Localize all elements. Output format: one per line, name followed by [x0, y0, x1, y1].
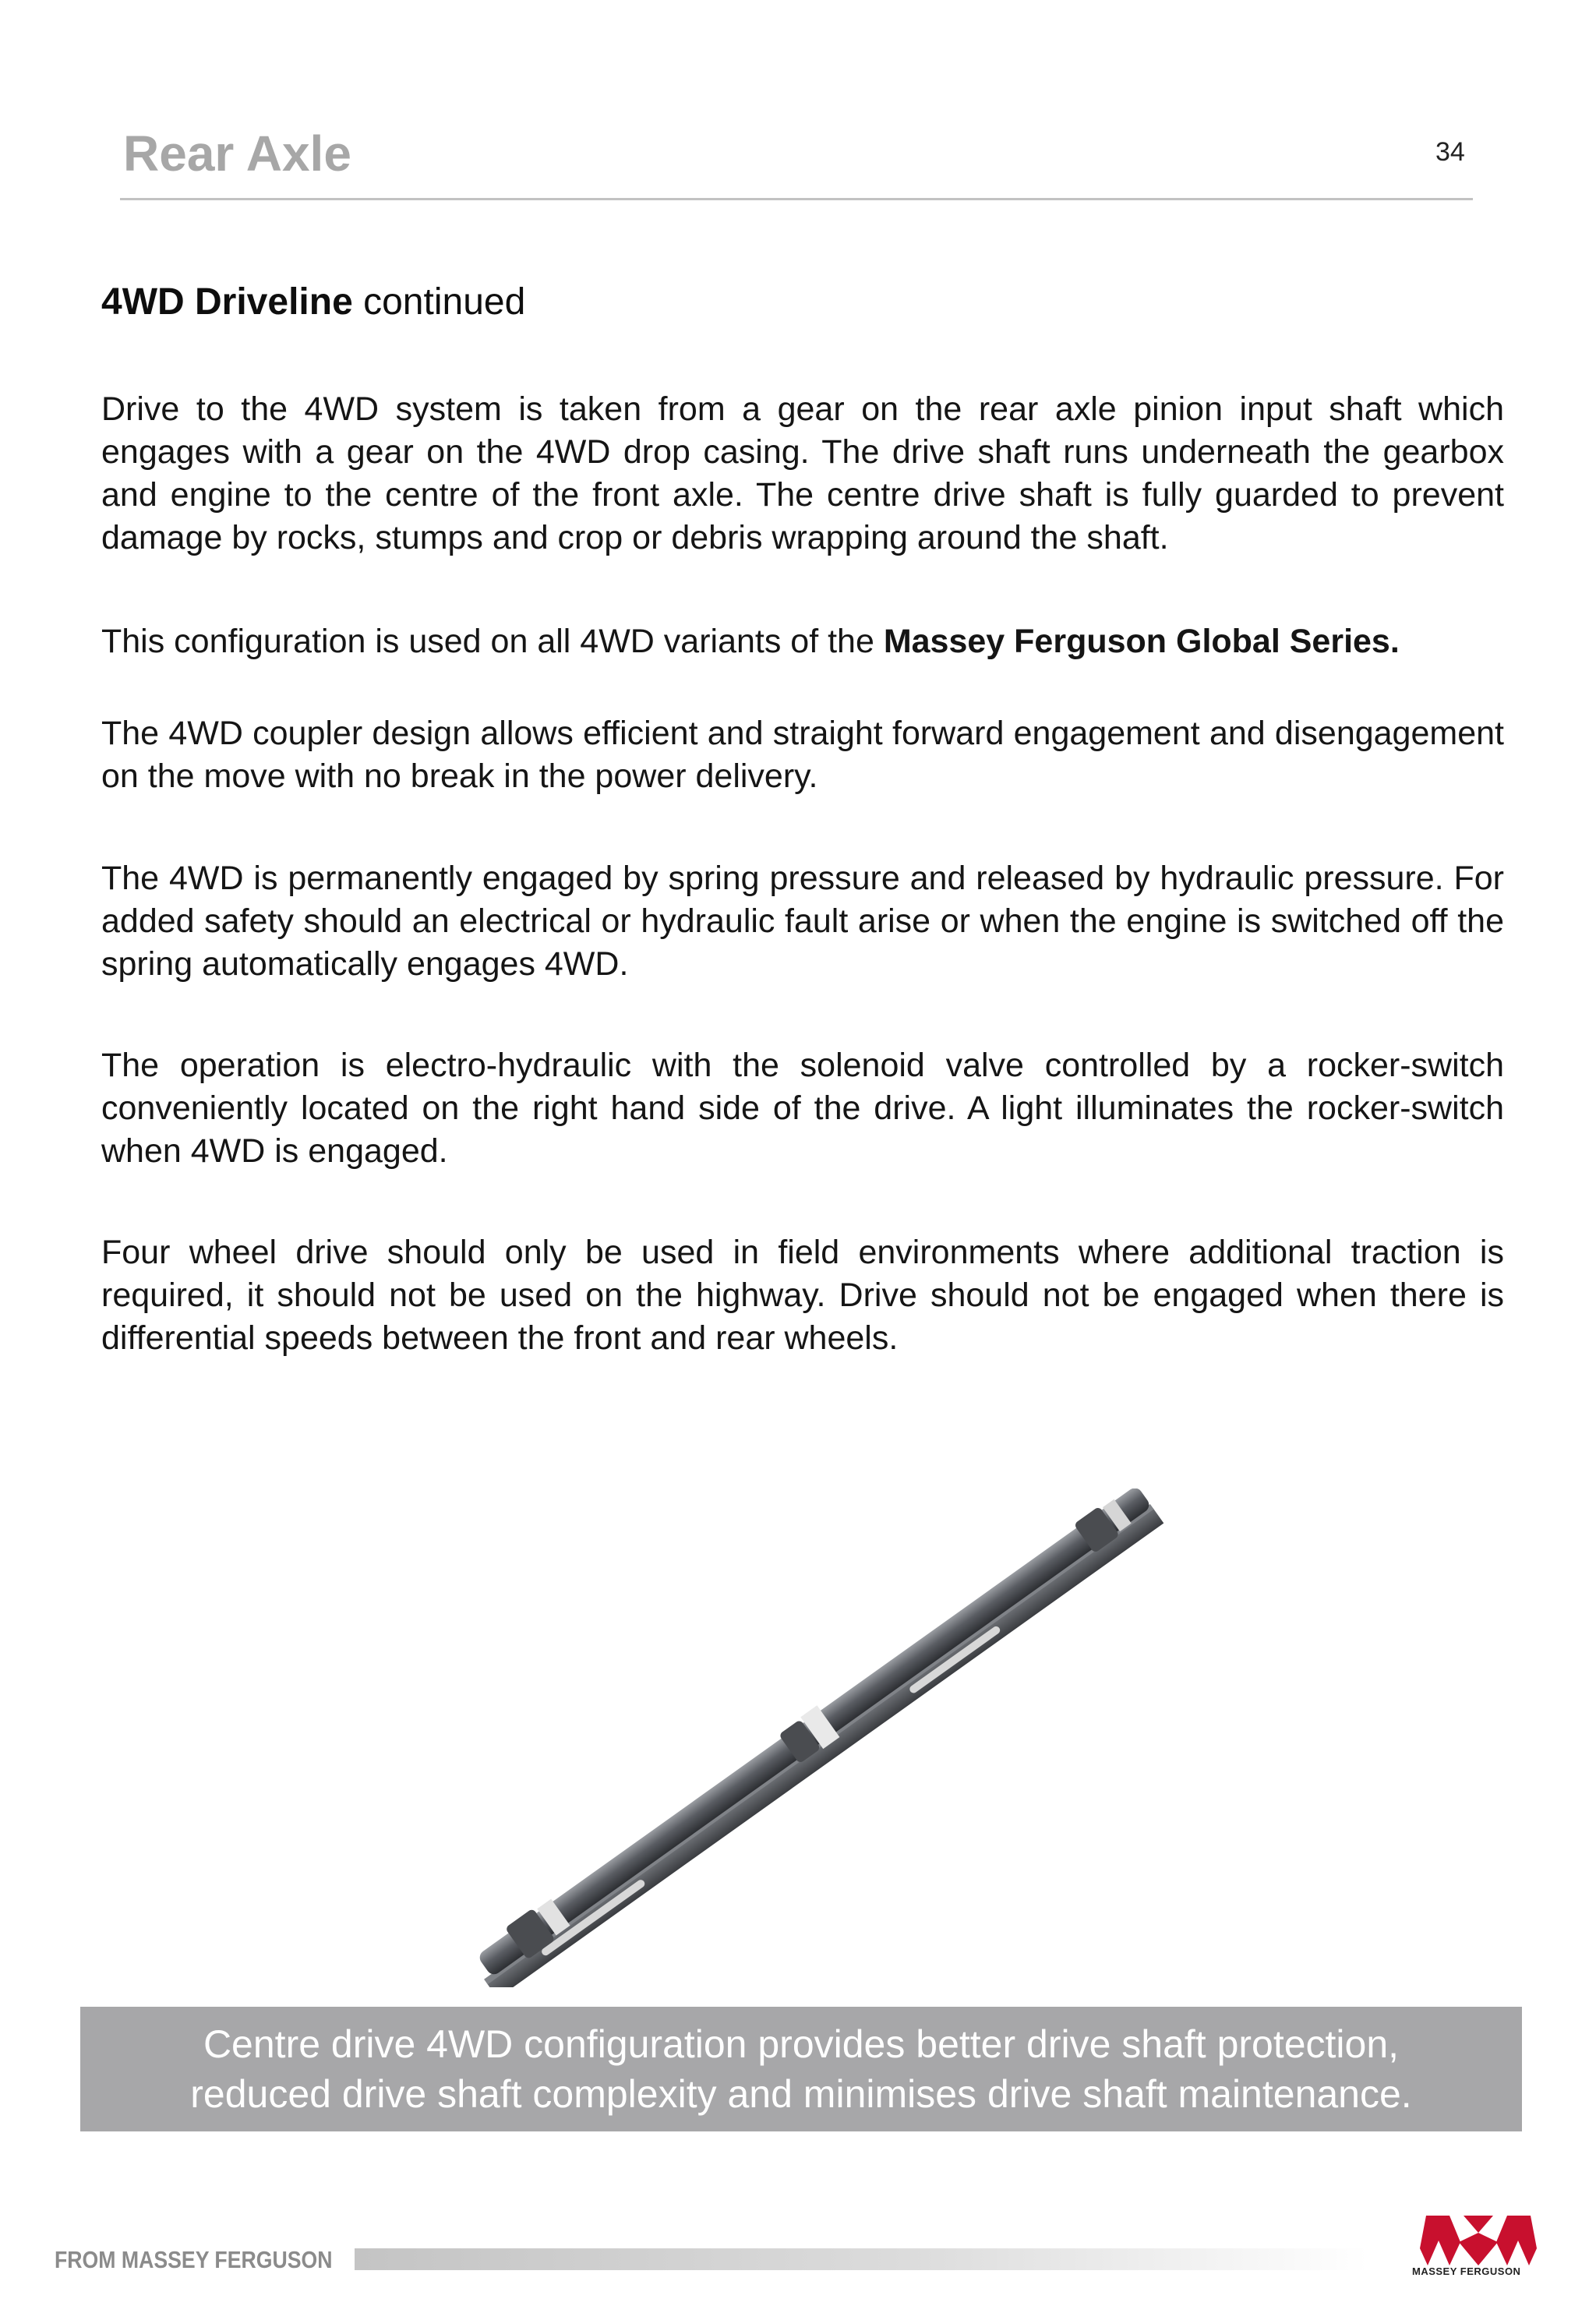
- footer-text: FROM MASSEY FERGUSON: [55, 2246, 333, 2273]
- paragraph-engagement: The 4WD is permanently engaged by spring pressure and released by hydraulic pressure. For added safety should an electrical or hydraulic fault arise or when the engine is switched off the spring automatically engages 4WD.: [101, 860, 1504, 983]
- shaft-guard: [487, 1508, 1164, 1987]
- paragraph-configuration-bold: Massey Ferguson Global Series.: [883, 623, 1400, 660]
- massey-ferguson-logo-icon: [1420, 2209, 1537, 2272]
- paragraph-configuration-text: This configuration is used on all 4WD variants of the: [101, 623, 884, 660]
- paragraph-coupler: The 4WD coupler design allows efficient and straight forward engagement and disengagement on the move with no break in the power delivery.: [101, 715, 1504, 795]
- paragraph-configuration: [101, 620, 1504, 663]
- page-title: Rear Axle: [123, 125, 351, 182]
- section-heading: [101, 281, 525, 323]
- logo-wordmark: MASSEY FERGUSON: [1412, 2265, 1521, 2277]
- paragraph-drive-system: Drive to the 4WD system is taken from a gear on the rear axle pinion input shaft which engages with a gear on the 4WD drop casing. The drive shaft runs underneath the gearbox and engine to the centre of the front axle. The centre drive shaft is fully guarded to prevent damage by rocks, stumps and crop or debris wrapping around the shaft.: [101, 390, 1504, 556]
- footer-gradient-bar: [355, 2248, 1368, 2270]
- section-heading-suffix: continued: [352, 281, 526, 323]
- section-heading-bold: 4WD Driveline: [101, 281, 353, 323]
- paragraph-operation: The operation is electro-hydraulic with the solenoid valve controlled by a rocker-switch conveniently located on the right hand side of the drive. A light illuminates the rocker-switch when 4WD is engaged.: [101, 1047, 1504, 1170]
- title-divider: [120, 198, 1473, 200]
- caption-line-1: Centre drive 4WD configuration provides better drive shaft protection,: [203, 2022, 1400, 2066]
- caption-line-2: reduced drive shaft complexity and minimises drive shaft maintenance.: [190, 2072, 1412, 2116]
- page-number: 34: [1435, 137, 1465, 167]
- paragraph-usage: Four wheel drive should only be used in field environments where additional traction is required, it should not be used on the highway. Drive should not be engaged when there is differential speeds between the front and rear wheels.: [101, 1234, 1504, 1357]
- caption-box: [80, 2007, 1522, 2131]
- drive-shaft-image: [421, 1488, 1208, 1987]
